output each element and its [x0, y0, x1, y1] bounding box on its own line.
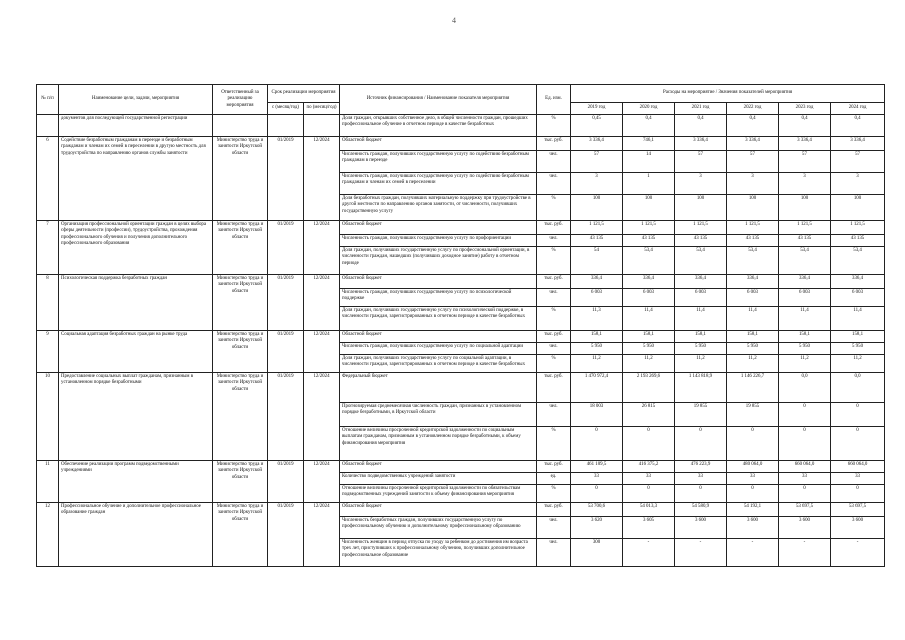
- cell-year-value: 0: [623, 485, 675, 503]
- cell-year-value: 0: [727, 485, 779, 503]
- cell-unit: чел.: [537, 289, 571, 307]
- cell-year-value: 53 700,6: [571, 503, 623, 517]
- table-row: [37, 115, 885, 137]
- cell-year-value: 3 336,4: [571, 137, 623, 151]
- cell-source-indicator: Количество подведомственных учреждений занятости: [340, 473, 537, 485]
- cell-year-value: 1 121,5: [675, 221, 727, 235]
- cell-unit: %: [537, 427, 571, 461]
- cell-year-value: 33: [727, 473, 779, 485]
- cell-unit: тыс. руб.: [537, 331, 571, 343]
- table-body: [37, 115, 885, 567]
- cell-year-value: 3 620: [571, 517, 623, 539]
- cell-source-indicator: Численность безработных граждан, получивших государственную услугу по профессиональному обучению и дополнительному профессиональному образованию: [340, 517, 537, 539]
- cell-activity-name: Обеспечение реализации программ подведомственными учреждениями: [59, 461, 213, 503]
- cell-year-value: 3: [831, 173, 885, 195]
- header-year: 2024 год: [831, 103, 885, 115]
- cell-year-value: 57: [779, 151, 831, 173]
- cell-year-value: 33: [675, 473, 727, 485]
- cell-year-value: 11,4: [623, 307, 675, 331]
- cell-year-value: 416 375,2: [623, 461, 675, 473]
- program-activities-table: [36, 84, 885, 567]
- cell-year-value: -: [675, 539, 727, 567]
- header-to: по (месяц/год): [304, 103, 340, 115]
- cell-year-value: 3 336,4: [675, 137, 727, 151]
- cell-source-indicator: Доля граждан, открывших собственное дело, в общей численности граждан, прошедших профессиональное обучение в отчетном периоде в качестве безработных: [340, 115, 537, 137]
- cell-year-value: 3 600: [831, 517, 885, 539]
- cell-executor: Министерство труда и занятости Иркутской области: [213, 137, 268, 221]
- header-unit: Ед. изм.: [537, 85, 571, 115]
- cell-year-value: 19 855: [727, 403, 779, 427]
- cell-year-value: 54: [571, 247, 623, 275]
- cell-period-to: [304, 115, 340, 137]
- cell-year-value: 100: [831, 195, 885, 221]
- cell-year-value: 14: [623, 151, 675, 173]
- cell-source-indicator: Областной бюджет: [340, 275, 537, 289]
- header-expenses: Расходы на мероприятие / Значения показателей мероприятия: [571, 85, 885, 103]
- cell-year-value: 57: [831, 151, 885, 173]
- cell-year-value: -: [831, 539, 885, 567]
- cell-year-value: 54 192,1: [727, 503, 779, 517]
- cell-year-value: 43 135: [571, 235, 623, 247]
- cell-period-from: 01/2019: [268, 221, 304, 275]
- cell-year-value: 336,4: [571, 275, 623, 289]
- cell-year-value: 11,2: [727, 355, 779, 373]
- cell-year-value: 336,4: [727, 275, 779, 289]
- cell-period-from: 01/2019: [268, 373, 304, 461]
- cell-year-value: 100: [675, 195, 727, 221]
- cell-year-value: 18 003: [571, 403, 623, 427]
- cell-year-value: 5 950: [727, 343, 779, 355]
- cell-unit: чел.: [537, 517, 571, 539]
- cell-year-value: 3 336,4: [727, 137, 779, 151]
- cell-activity-name: Содействие безработным гражданам в переезде и безработным гражданам и членам их семей в переселении в другую местность для трудоустройства по направлению органов службы занятости: [59, 137, 213, 221]
- cell-year-value: 43 135: [675, 235, 727, 247]
- cell-year-value: 100: [779, 195, 831, 221]
- cell-executor: Министерство труда и занятости Иркутской области: [213, 275, 268, 331]
- cell-activity-name: документов для последующей государственной регистрации: [59, 115, 213, 137]
- cell-unit: %: [537, 115, 571, 137]
- cell-year-value: 300: [571, 539, 623, 567]
- cell-unit: тыс. руб.: [537, 461, 571, 473]
- cell-activity-name: Психологическая поддержка безработных граждан: [59, 275, 213, 331]
- cell-year-value: 0,0: [831, 373, 885, 403]
- cell-year-value: 53 697,5: [831, 503, 885, 517]
- cell-source-indicator: Численность граждан, получивших государственную услугу по профориентации: [340, 235, 537, 247]
- cell-no: 12: [37, 503, 59, 567]
- cell-year-value: 336,4: [675, 275, 727, 289]
- cell-unit: %: [537, 307, 571, 331]
- cell-year-value: 5 950: [831, 343, 885, 355]
- cell-no: 10: [37, 373, 59, 461]
- page-number: 4: [452, 16, 456, 25]
- cell-year-value: 0: [779, 485, 831, 503]
- cell-unit: чел.: [537, 173, 571, 195]
- cell-source-indicator: Численность граждан, получивших государственную услугу по социальной адаптации: [340, 343, 537, 355]
- cell-year-value: 43 135: [727, 235, 779, 247]
- cell-year-value: 33: [831, 473, 885, 485]
- cell-unit: тыс. руб.: [537, 503, 571, 517]
- cell-year-value: 6 003: [831, 289, 885, 307]
- cell-year-value: 158,1: [675, 331, 727, 343]
- cell-year-value: 53,4: [779, 247, 831, 275]
- cell-year-value: 3 600: [727, 517, 779, 539]
- cell-year-value: 19 855: [675, 403, 727, 427]
- cell-year-value: 0: [571, 485, 623, 503]
- cell-period-from: 01/2019: [268, 331, 304, 373]
- cell-year-value: 33: [779, 473, 831, 485]
- cell-period-to: 12/2024: [304, 373, 340, 461]
- cell-year-value: 0,4: [623, 115, 675, 137]
- cell-period-from: 01/2019: [268, 503, 304, 567]
- cell-year-value: 3 336,4: [779, 137, 831, 151]
- cell-year-value: 0,45: [571, 115, 623, 137]
- cell-period-from: 01/2019: [268, 275, 304, 331]
- cell-year-value: 0: [623, 427, 675, 461]
- cell-year-value: 33: [623, 473, 675, 485]
- cell-year-value: 43 135: [831, 235, 885, 247]
- cell-source-indicator: Доля граждан, получивших государственную услугу по социальной адаптации, в численности граждан, зарегистрированных в отчетном периоде в качестве безработных: [340, 355, 537, 373]
- cell-executor: Министерство труда и занятости Иркутской области: [213, 221, 268, 275]
- cell-year-value: 158,1: [831, 331, 885, 343]
- cell-source-indicator: Отношение величины просроченной кредиторской задолженности по обязательствам подведомственных учреждений занятости к объему финансирования мероприятия: [340, 485, 537, 503]
- cell-year-value: 0,4: [831, 115, 885, 137]
- cell-year-value: 53,4: [831, 247, 885, 275]
- cell-year-value: 1 121,5: [571, 221, 623, 235]
- cell-period-to: 12/2024: [304, 275, 340, 331]
- table-row: [37, 503, 885, 517]
- cell-year-value: 11,2: [831, 355, 885, 373]
- cell-executor: [213, 115, 268, 137]
- cell-year-value: 476 223,9: [675, 461, 727, 473]
- cell-period-from: [268, 115, 304, 137]
- cell-unit: чел.: [537, 539, 571, 567]
- cell-unit: тыс. руб.: [537, 373, 571, 403]
- cell-year-value: 6 003: [727, 289, 779, 307]
- cell-year-value: 1 121,5: [623, 221, 675, 235]
- cell-source-indicator: Доля граждан, получивших государственную услугу по профессиональной ориентации, в численности граждан, нашедших (получивших доходное занятие) работу в отчетном периоде: [340, 247, 537, 275]
- cell-year-value: 3: [779, 173, 831, 195]
- cell-no: 7: [37, 221, 59, 275]
- cell-executor: Министерство труда и занятости Иркутской области: [213, 373, 268, 461]
- cell-year-value: 100: [623, 195, 675, 221]
- cell-unit: %: [537, 485, 571, 503]
- cell-executor: Министерство труда и занятости Иркутской области: [213, 331, 268, 373]
- cell-unit: чел.: [537, 343, 571, 355]
- header-name: Наименование цели, задачи, мероприятия: [59, 85, 213, 115]
- cell-source-indicator: Областной бюджет: [340, 221, 537, 235]
- cell-year-value: 11,2: [571, 355, 623, 373]
- cell-year-value: 158,1: [727, 331, 779, 343]
- cell-year-value: 3 605: [623, 517, 675, 539]
- header-year: 2023 год: [779, 103, 831, 115]
- cell-year-value: 3: [571, 173, 623, 195]
- cell-year-value: 336,4: [623, 275, 675, 289]
- cell-year-value: 1 121,5: [831, 221, 885, 235]
- cell-period-to: 12/2024: [304, 221, 340, 275]
- cell-year-value: 0: [831, 485, 885, 503]
- cell-year-value: 660 064,0: [831, 461, 885, 473]
- cell-unit: %: [537, 355, 571, 373]
- cell-year-value: 0: [675, 427, 727, 461]
- cell-year-value: 57: [727, 151, 779, 173]
- cell-source-indicator: Отношение величины просроченной кредиторской задолженности по социальным выплатам гражданам, признанным в установленном порядке безработными, к объему финансирования мероприятия: [340, 427, 537, 461]
- cell-year-value: 11,3: [571, 307, 623, 331]
- header-period: Срок реализации мероприятия: [268, 85, 340, 103]
- cell-unit: %: [537, 195, 571, 221]
- cell-year-value: 660 064,0: [779, 461, 831, 473]
- cell-source-indicator: Областной бюджет: [340, 461, 537, 473]
- cell-executor: Министерство труда и занятости Иркутской области: [213, 461, 268, 503]
- cell-year-value: 336,4: [831, 275, 885, 289]
- cell-year-value: 746,1: [623, 137, 675, 151]
- cell-unit: чел.: [537, 235, 571, 247]
- cell-year-value: 1 121,5: [779, 221, 831, 235]
- cell-source-indicator: Доля граждан, получивших государственную услугу по психологической поддержке, в численности граждан, зарегистрированных в отчетном периоде в качестве безработных: [340, 307, 537, 331]
- cell-unit: ед.: [537, 473, 571, 485]
- cell-year-value: 1 470 972,4: [571, 373, 623, 403]
- cell-year-value: 26 815: [623, 403, 675, 427]
- cell-source-indicator: Численность граждан, получивших государственную услугу по содействию безработным гражданам в переезде: [340, 151, 537, 173]
- header-year: 2019 год: [571, 103, 623, 115]
- cell-year-value: 11,4: [727, 307, 779, 331]
- cell-year-value: 3 600: [675, 517, 727, 539]
- cell-year-value: 0: [779, 403, 831, 427]
- cell-year-value: 57: [571, 151, 623, 173]
- cell-year-value: 461 109,5: [571, 461, 623, 473]
- cell-year-value: 480 064,0: [727, 461, 779, 473]
- cell-source-indicator: Прогнозируемая среднемесячная численность граждан, признанных в установленном порядке безработными, в Иркутской области: [340, 403, 537, 427]
- cell-year-value: 3 600: [779, 517, 831, 539]
- cell-year-value: 5 950: [675, 343, 727, 355]
- cell-year-value: 0: [727, 427, 779, 461]
- cell-unit: тыс. руб.: [537, 221, 571, 235]
- header-source: Источник финансирования / Наименование показателя мероприятия: [340, 85, 537, 115]
- header-executor: Ответственный за реализацию мероприятия: [213, 85, 268, 115]
- cell-year-value: 158,1: [623, 331, 675, 343]
- cell-year-value: 1 146 226,7: [727, 373, 779, 403]
- cell-source-indicator: Доля безработных граждан, получивших материальную поддержку при трудоустройстве в другой местности по направлению органов занятости, от численности, получивших государственную услугу: [340, 195, 537, 221]
- cell-year-value: 1 121,5: [727, 221, 779, 235]
- cell-year-value: 43 135: [623, 235, 675, 247]
- cell-year-value: 11,4: [831, 307, 885, 331]
- cell-year-value: 336,4: [779, 275, 831, 289]
- cell-year-value: 11,4: [779, 307, 831, 331]
- table-row: [37, 373, 885, 403]
- cell-no: 6: [37, 137, 59, 221]
- cell-activity-name: Профессиональное обучение и дополнительное профессиональное образование граждан: [59, 503, 213, 567]
- cell-year-value: -: [779, 539, 831, 567]
- table-row: [37, 461, 885, 473]
- cell-year-value: 0: [831, 427, 885, 461]
- cell-source-indicator: Областной бюджет: [340, 331, 537, 343]
- cell-activity-name: Предоставление социальных выплат гражданам, признанным в установленном порядке безработными: [59, 373, 213, 461]
- cell-period-to: 12/2024: [304, 137, 340, 221]
- cell-year-value: 53,4: [675, 247, 727, 275]
- cell-year-value: 57: [675, 151, 727, 173]
- cell-unit: чел.: [537, 151, 571, 173]
- cell-year-value: 6 003: [779, 289, 831, 307]
- cell-year-value: 0,0: [779, 373, 831, 403]
- cell-year-value: 53 697,5: [779, 503, 831, 517]
- cell-period-from: 01/2019: [268, 461, 304, 503]
- header-year: 2021 год: [675, 103, 727, 115]
- cell-no: 9: [37, 331, 59, 373]
- cell-activity-name: Организация профессиональной ориентации граждан в целях выбора сферы деятельности (профессии), трудоустройства, прохождения профессионального обучения и получения дополнительного профессионального образования: [59, 221, 213, 275]
- cell-year-value: 0: [571, 427, 623, 461]
- cell-unit: %: [537, 247, 571, 275]
- cell-year-value: 54 580,9: [675, 503, 727, 517]
- cell-year-value: 3: [675, 173, 727, 195]
- cell-year-value: 33: [571, 473, 623, 485]
- cell-year-value: 0,4: [675, 115, 727, 137]
- cell-source-indicator: Областной бюджет: [340, 503, 537, 517]
- cell-year-value: 53,4: [623, 247, 675, 275]
- cell-unit: тыс. руб.: [537, 137, 571, 151]
- table-header: [37, 85, 885, 115]
- cell-unit: тыс. руб.: [537, 275, 571, 289]
- cell-year-value: 100: [571, 195, 623, 221]
- cell-year-value: 43 135: [779, 235, 831, 247]
- cell-year-value: 158,1: [571, 331, 623, 343]
- cell-year-value: 1: [623, 173, 675, 195]
- cell-year-value: 6 003: [623, 289, 675, 307]
- cell-activity-name: Социальная адаптация безработных граждан на рынке труда: [59, 331, 213, 373]
- header-no: № п/п: [37, 85, 59, 115]
- cell-year-value: 0,4: [727, 115, 779, 137]
- cell-source-indicator: Численность граждан, получивших государственную услугу по содействию безработным гражданам и членам их семей в переселении: [340, 173, 537, 195]
- cell-year-value: -: [623, 539, 675, 567]
- cell-year-value: 0,4: [779, 115, 831, 137]
- table-row: [37, 137, 885, 151]
- header-year: 2020 год: [623, 103, 675, 115]
- table-row: [37, 331, 885, 343]
- cell-year-value: 5 950: [571, 343, 623, 355]
- cell-period-to: 12/2024: [304, 503, 340, 567]
- cell-source-indicator: Областной бюджет: [340, 137, 537, 151]
- cell-year-value: 158,1: [779, 331, 831, 343]
- cell-year-value: 3 336,4: [831, 137, 885, 151]
- cell-period-to: 12/2024: [304, 331, 340, 373]
- cell-unit: чел.: [537, 403, 571, 427]
- cell-executor: Министерство труда и занятости Иркутской области: [213, 503, 268, 567]
- cell-year-value: 0: [675, 485, 727, 503]
- cell-year-value: 6 003: [675, 289, 727, 307]
- cell-year-value: -: [727, 539, 779, 567]
- cell-period-to: 12/2024: [304, 461, 340, 503]
- cell-year-value: 100: [727, 195, 779, 221]
- cell-source-indicator: Численность граждан, получивших государственную услугу по психологической поддержке: [340, 289, 537, 307]
- cell-year-value: 11,2: [623, 355, 675, 373]
- cell-year-value: 0: [779, 427, 831, 461]
- cell-year-value: 0: [831, 403, 885, 427]
- table-row: [37, 275, 885, 289]
- cell-source-indicator: Федеральный бюджет: [340, 373, 537, 403]
- cell-year-value: 11,2: [675, 355, 727, 373]
- header-from: с (месяц/год): [268, 103, 304, 115]
- header-year: 2022 год: [727, 103, 779, 115]
- cell-year-value: 3: [727, 173, 779, 195]
- table-row: [37, 221, 885, 235]
- cell-year-value: 2 193 269,6: [623, 373, 675, 403]
- cell-year-value: 11,2: [779, 355, 831, 373]
- cell-year-value: 54 013,3: [623, 503, 675, 517]
- cell-no: [37, 115, 59, 137]
- cell-no: 11: [37, 461, 59, 503]
- cell-period-from: 01/2019: [268, 137, 304, 221]
- cell-year-value: 11,4: [675, 307, 727, 331]
- cell-year-value: 6 003: [571, 289, 623, 307]
- cell-year-value: 5 950: [623, 343, 675, 355]
- cell-no: 8: [37, 275, 59, 331]
- cell-year-value: 53,4: [727, 247, 779, 275]
- cell-year-value: 1 143 818,9: [675, 373, 727, 403]
- cell-source-indicator: Численность женщин в период отпуска по уходу за ребенком до достижения им возраста трех лет, приступивших к профессиональному обучению, получивших дополнительное профессиональное образование: [340, 539, 537, 567]
- cell-year-value: 5 950: [779, 343, 831, 355]
